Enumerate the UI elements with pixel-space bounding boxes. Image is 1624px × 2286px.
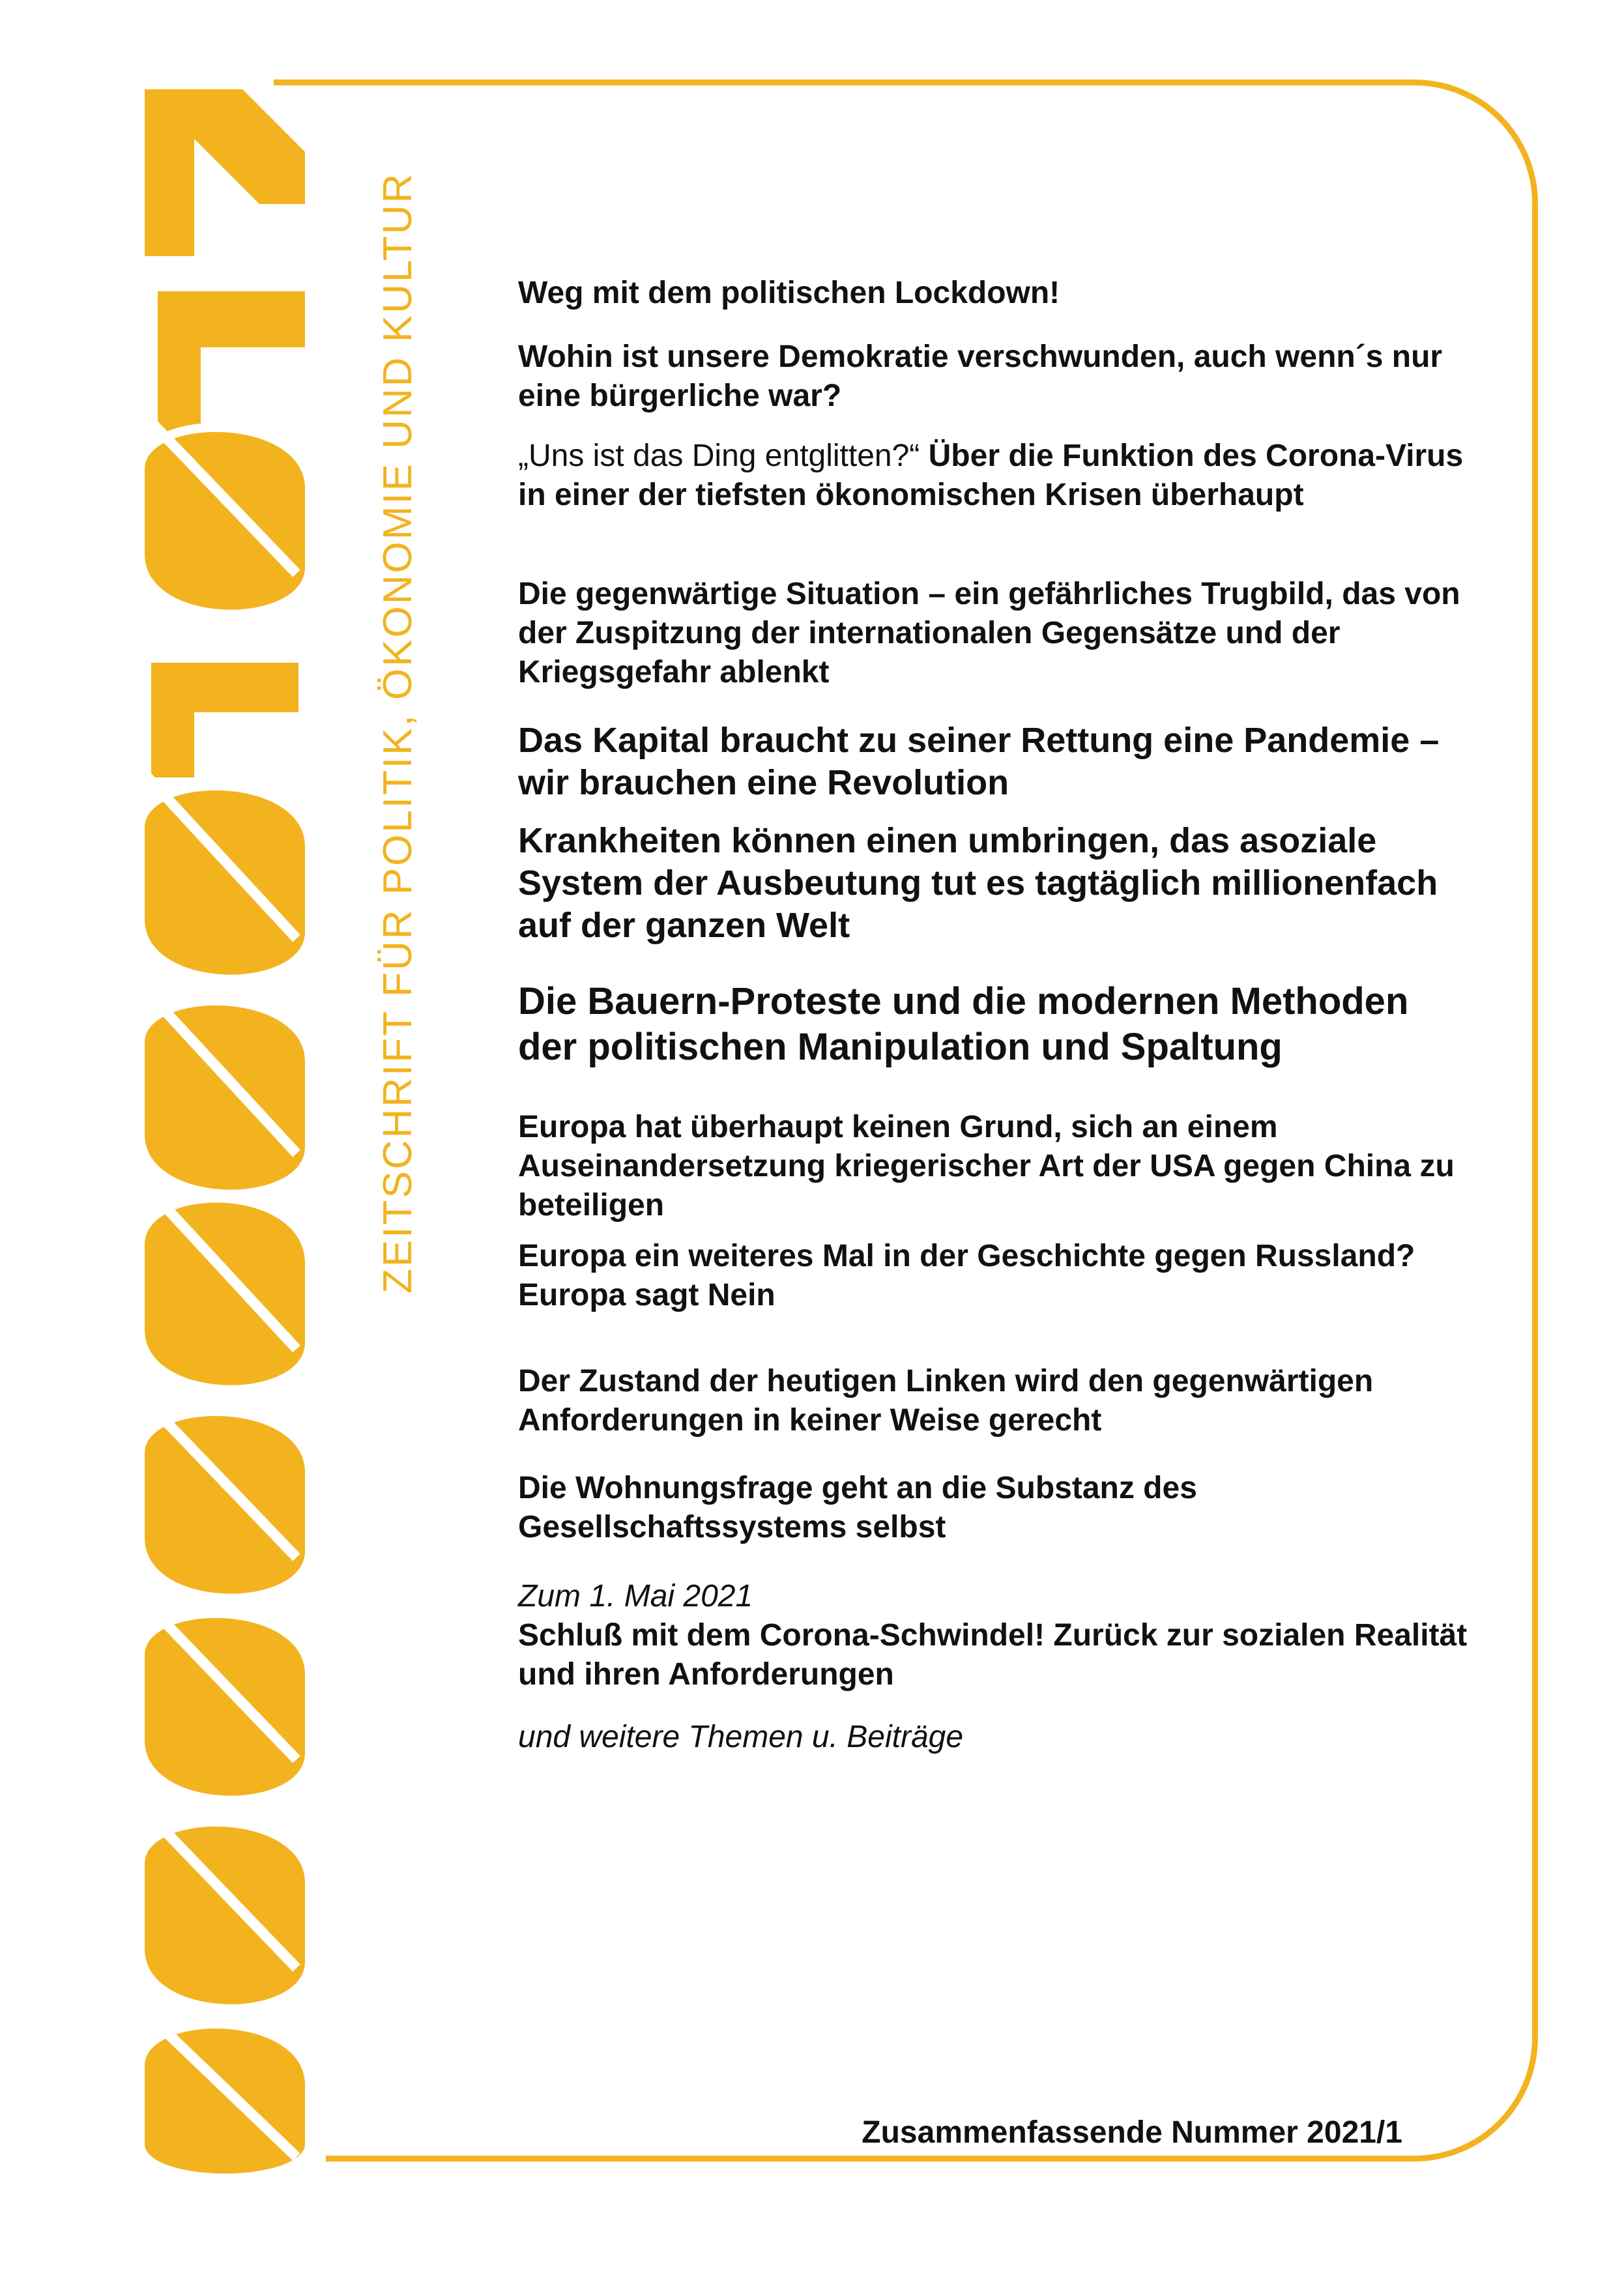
article-title: Die Wohnungsfrage geht an die Substanz des Gesellschaftssystems selbst: [518, 1471, 1197, 1544]
logo-glyph: [140, 1411, 310, 1599]
article-title: Wohin ist unsere Demokratie verschwunden, auch wenn´s nur eine bürgerliche war?: [518, 340, 1443, 413]
issue-number: Zusammenfassende Nummer 2021/1: [862, 2115, 1402, 2150]
logo-glyph: [140, 786, 310, 979]
logo-glyph: [140, 1001, 310, 1194]
logo-glyph: [140, 2024, 310, 2178]
article-title: Krankheiten können einen umbringen, das asoziale System der Ausbeutung tut es tagtäglich millionenfach auf der ganzen Welt: [518, 821, 1438, 945]
tagline: ZEITSCHRIFT FÜR POLITIK, ÖKONOMIE UND KULTUR: [375, 171, 420, 1294]
article-entry: [518, 437, 1470, 515]
article-title: Schluß mit dem Corona-Schwindel! Zurück zur sozialen Realität und ihren Anforderungen: [518, 1618, 1468, 1692]
logo-glyph: [140, 1198, 310, 1389]
logo-glyph: [140, 85, 310, 261]
logo-glyph: [140, 1613, 310, 1801]
article-title: Weg mit dem politischen Lockdown!: [518, 276, 1060, 310]
article-kicker: Zum 1. Mai 2021: [518, 1579, 753, 1613]
article-title: Die gegenwärtige Situation – ein gefährliches Trugbild, das von der Zuspitzung der internationalen Gegensätze und der Kriegsgefahr ablenkt: [518, 577, 1460, 689]
article-title: Der Zustand der heutigen Linken wird den gegenwärtigen Anforderungen in keiner Weise gerecht: [518, 1364, 1374, 1438]
article-entry: [518, 1577, 1470, 1694]
more-topics: und weitere Themen u. Beiträge: [518, 1720, 964, 1754]
article-title: Das Kapital braucht zu seiner Rettung eine Pandemie – wir brauchen eine Revolution: [518, 721, 1440, 802]
logo-glyph: [140, 427, 310, 615]
logo-glyph: [147, 658, 303, 782]
article-title: Europa ein weiteres Mal in der Geschichte gegen Russland? Europa sagt Nein: [518, 1239, 1415, 1312]
logo-glyph: [153, 287, 310, 437]
logo-glyph: [140, 1822, 310, 2009]
article-title: Europa hat überhaupt keinen Grund, sich an einem Auseinandersetzung kriegerischer Art der USA gegen China zu beteiligen: [518, 1110, 1455, 1223]
logo-neue-einheit: [127, 72, 323, 2190]
article-title: Die Bauern-Proteste und die modernen Methoden der politischen Manipulation und Spaltung: [518, 980, 1409, 1068]
frame-bottom-line: [365, 2156, 443, 2162]
article-title: Über die Funktion des Corona-Virus in einer der tiefsten ökonomischen Krisen überhaupt: [518, 439, 1464, 512]
article-quote: „Uns ist das Ding entglitten?“: [518, 439, 920, 473]
